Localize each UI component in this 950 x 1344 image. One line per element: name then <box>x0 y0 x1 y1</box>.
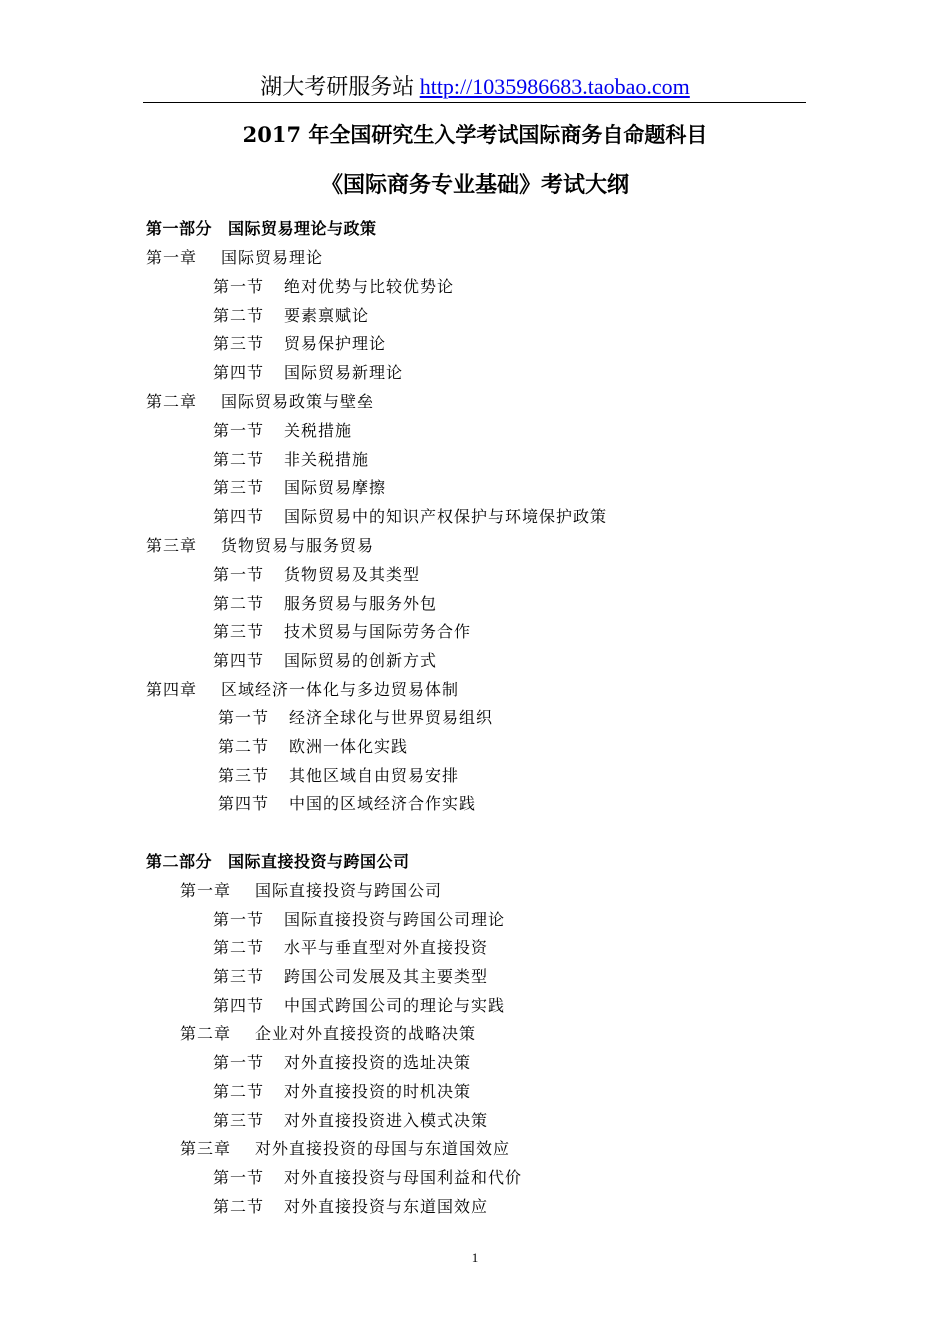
chapter-number: 第三章 <box>180 1139 232 1158</box>
chapter-heading <box>146 536 374 556</box>
section-title: 对外直接投资进入模式决策 <box>284 1111 489 1130</box>
section-number: 第二节 <box>213 594 265 613</box>
section-number: 第二节 <box>213 938 265 957</box>
chapter-heading <box>146 248 323 268</box>
section-number: 第三节 <box>213 967 265 986</box>
chapter-number: 第二章 <box>146 392 198 411</box>
section-number: 第三节 <box>213 334 265 353</box>
chapter-heading <box>146 392 374 412</box>
chapter-heading <box>146 680 459 700</box>
chapter-number: 第四章 <box>146 680 198 699</box>
chapter-title: 国际贸易理论 <box>221 248 324 267</box>
section-title: 其他区域自由贸易安排 <box>289 766 460 785</box>
header-url-link[interactable]: http://1035986683.taobao.com <box>419 74 690 99</box>
section-number: 第一节 <box>218 708 270 727</box>
part-heading <box>146 219 377 239</box>
chapter-title: 国际直接投资与跨国公司 <box>255 881 443 900</box>
chapter-number: 第一章 <box>146 248 198 267</box>
chapter-number: 第二章 <box>180 1024 232 1043</box>
section-title: 国际贸易的创新方式 <box>284 651 438 670</box>
section-title: 国际直接投资与跨国公司理论 <box>284 910 506 929</box>
section-number: 第四节 <box>213 651 265 670</box>
section-number: 第二节 <box>213 1082 265 1101</box>
section-title: 国际贸易摩擦 <box>284 478 387 497</box>
section-heading <box>213 651 437 671</box>
section-heading <box>213 277 454 297</box>
section-title: 货物贸易及其类型 <box>284 565 421 584</box>
section-number: 第四节 <box>213 996 265 1015</box>
section-heading <box>213 1053 471 1073</box>
section-heading <box>213 565 420 585</box>
chapter-number: 第一章 <box>180 881 232 900</box>
section-title: 对外直接投资与母国利益和代价 <box>284 1168 523 1187</box>
section-number: 第一节 <box>213 421 265 440</box>
section-title: 国际贸易新理论 <box>284 363 404 382</box>
section-heading <box>213 594 437 614</box>
section-title: 绝对优势与比较优势论 <box>284 277 455 296</box>
section-heading <box>213 450 369 470</box>
section-title: 国际贸易中的知识产权保护与环境保护政策 <box>284 507 608 526</box>
section-number: 第三节 <box>213 622 265 641</box>
section-heading <box>213 622 471 642</box>
part-title: 国际直接投资与跨国公司 <box>228 852 410 871</box>
section-title: 贸易保护理论 <box>284 334 387 353</box>
section-title: 欧洲一体化实践 <box>289 737 409 756</box>
section-heading <box>213 363 403 383</box>
section-title: 经济全球化与世界贸易组织 <box>289 708 494 727</box>
doc-title-line2: 《国际商务专业基础》考试大纲 <box>320 172 629 198</box>
section-title: 对外直接投资的选址决策 <box>284 1053 472 1072</box>
section-heading <box>213 938 488 958</box>
section-heading <box>213 334 386 354</box>
part-title: 国际贸易理论与政策 <box>228 219 377 238</box>
section-title: 水平与垂直型对外直接投资 <box>284 938 489 957</box>
section-heading <box>218 766 459 786</box>
section-heading <box>218 737 408 757</box>
chapter-title: 企业对外直接投资的战略决策 <box>255 1024 477 1043</box>
section-title: 对外直接投资的时机决策 <box>284 1082 472 1101</box>
part-number: 第一部分 <box>146 219 213 238</box>
chapter-heading <box>180 1024 476 1044</box>
section-title: 技术贸易与国际劳务合作 <box>284 622 472 641</box>
section-number: 第一节 <box>213 1168 265 1187</box>
section-number: 第二节 <box>213 450 265 469</box>
part-number: 第二部分 <box>146 852 213 871</box>
section-number: 第四节 <box>218 794 270 813</box>
header-rule <box>143 102 806 103</box>
section-title: 中国的区域经济合作实践 <box>289 794 477 813</box>
section-title: 非关税措施 <box>284 450 370 469</box>
section-heading <box>213 1082 471 1102</box>
chapter-title: 区域经济一体化与多边贸易体制 <box>221 680 460 699</box>
section-title: 要素禀赋论 <box>284 306 370 325</box>
section-heading <box>213 1168 522 1188</box>
section-title: 对外直接投资与东道国效应 <box>284 1197 489 1216</box>
section-number: 第三节 <box>213 1111 265 1130</box>
section-title: 服务贸易与服务外包 <box>284 594 438 613</box>
section-heading <box>213 996 505 1016</box>
chapter-heading <box>180 881 442 901</box>
section-heading <box>213 421 352 441</box>
section-heading <box>213 1197 488 1217</box>
chapter-title: 货物贸易与服务贸易 <box>221 536 375 555</box>
section-number: 第二节 <box>218 737 270 756</box>
doc-title-line1: 2017 年全国研究生入学考试国际商务自命题科目 <box>242 122 708 147</box>
section-number: 第一节 <box>213 910 265 929</box>
section-heading <box>218 708 493 728</box>
section-heading <box>213 910 505 930</box>
section-number: 第三节 <box>218 766 270 785</box>
section-number: 第一节 <box>213 1053 265 1072</box>
section-heading <box>213 1111 488 1131</box>
chapter-title: 对外直接投资的母国与东道国效应 <box>255 1139 511 1158</box>
section-title: 中国式跨国公司的理论与实践 <box>284 996 506 1015</box>
page-header <box>0 70 950 101</box>
chapter-title: 国际贸易政策与壁垒 <box>221 392 375 411</box>
section-heading <box>218 794 476 814</box>
chapter-number: 第三章 <box>146 536 198 555</box>
section-title: 跨国公司发展及其主要类型 <box>284 967 489 986</box>
section-heading <box>213 478 386 498</box>
part-heading <box>146 852 410 872</box>
section-heading <box>213 967 488 987</box>
chapter-heading <box>180 1139 510 1159</box>
section-number: 第四节 <box>213 507 265 526</box>
section-title: 关税措施 <box>284 421 353 440</box>
header-site-name: 湖大考研服务站 <box>260 74 415 99</box>
page-number: 1 <box>471 1250 479 1265</box>
section-heading <box>213 306 369 326</box>
section-number: 第二节 <box>213 306 265 325</box>
section-number: 第二节 <box>213 1197 265 1216</box>
section-number: 第四节 <box>213 363 265 382</box>
section-number: 第一节 <box>213 565 265 584</box>
section-number: 第一节 <box>213 277 265 296</box>
section-number: 第三节 <box>213 478 265 497</box>
section-heading <box>213 507 607 527</box>
